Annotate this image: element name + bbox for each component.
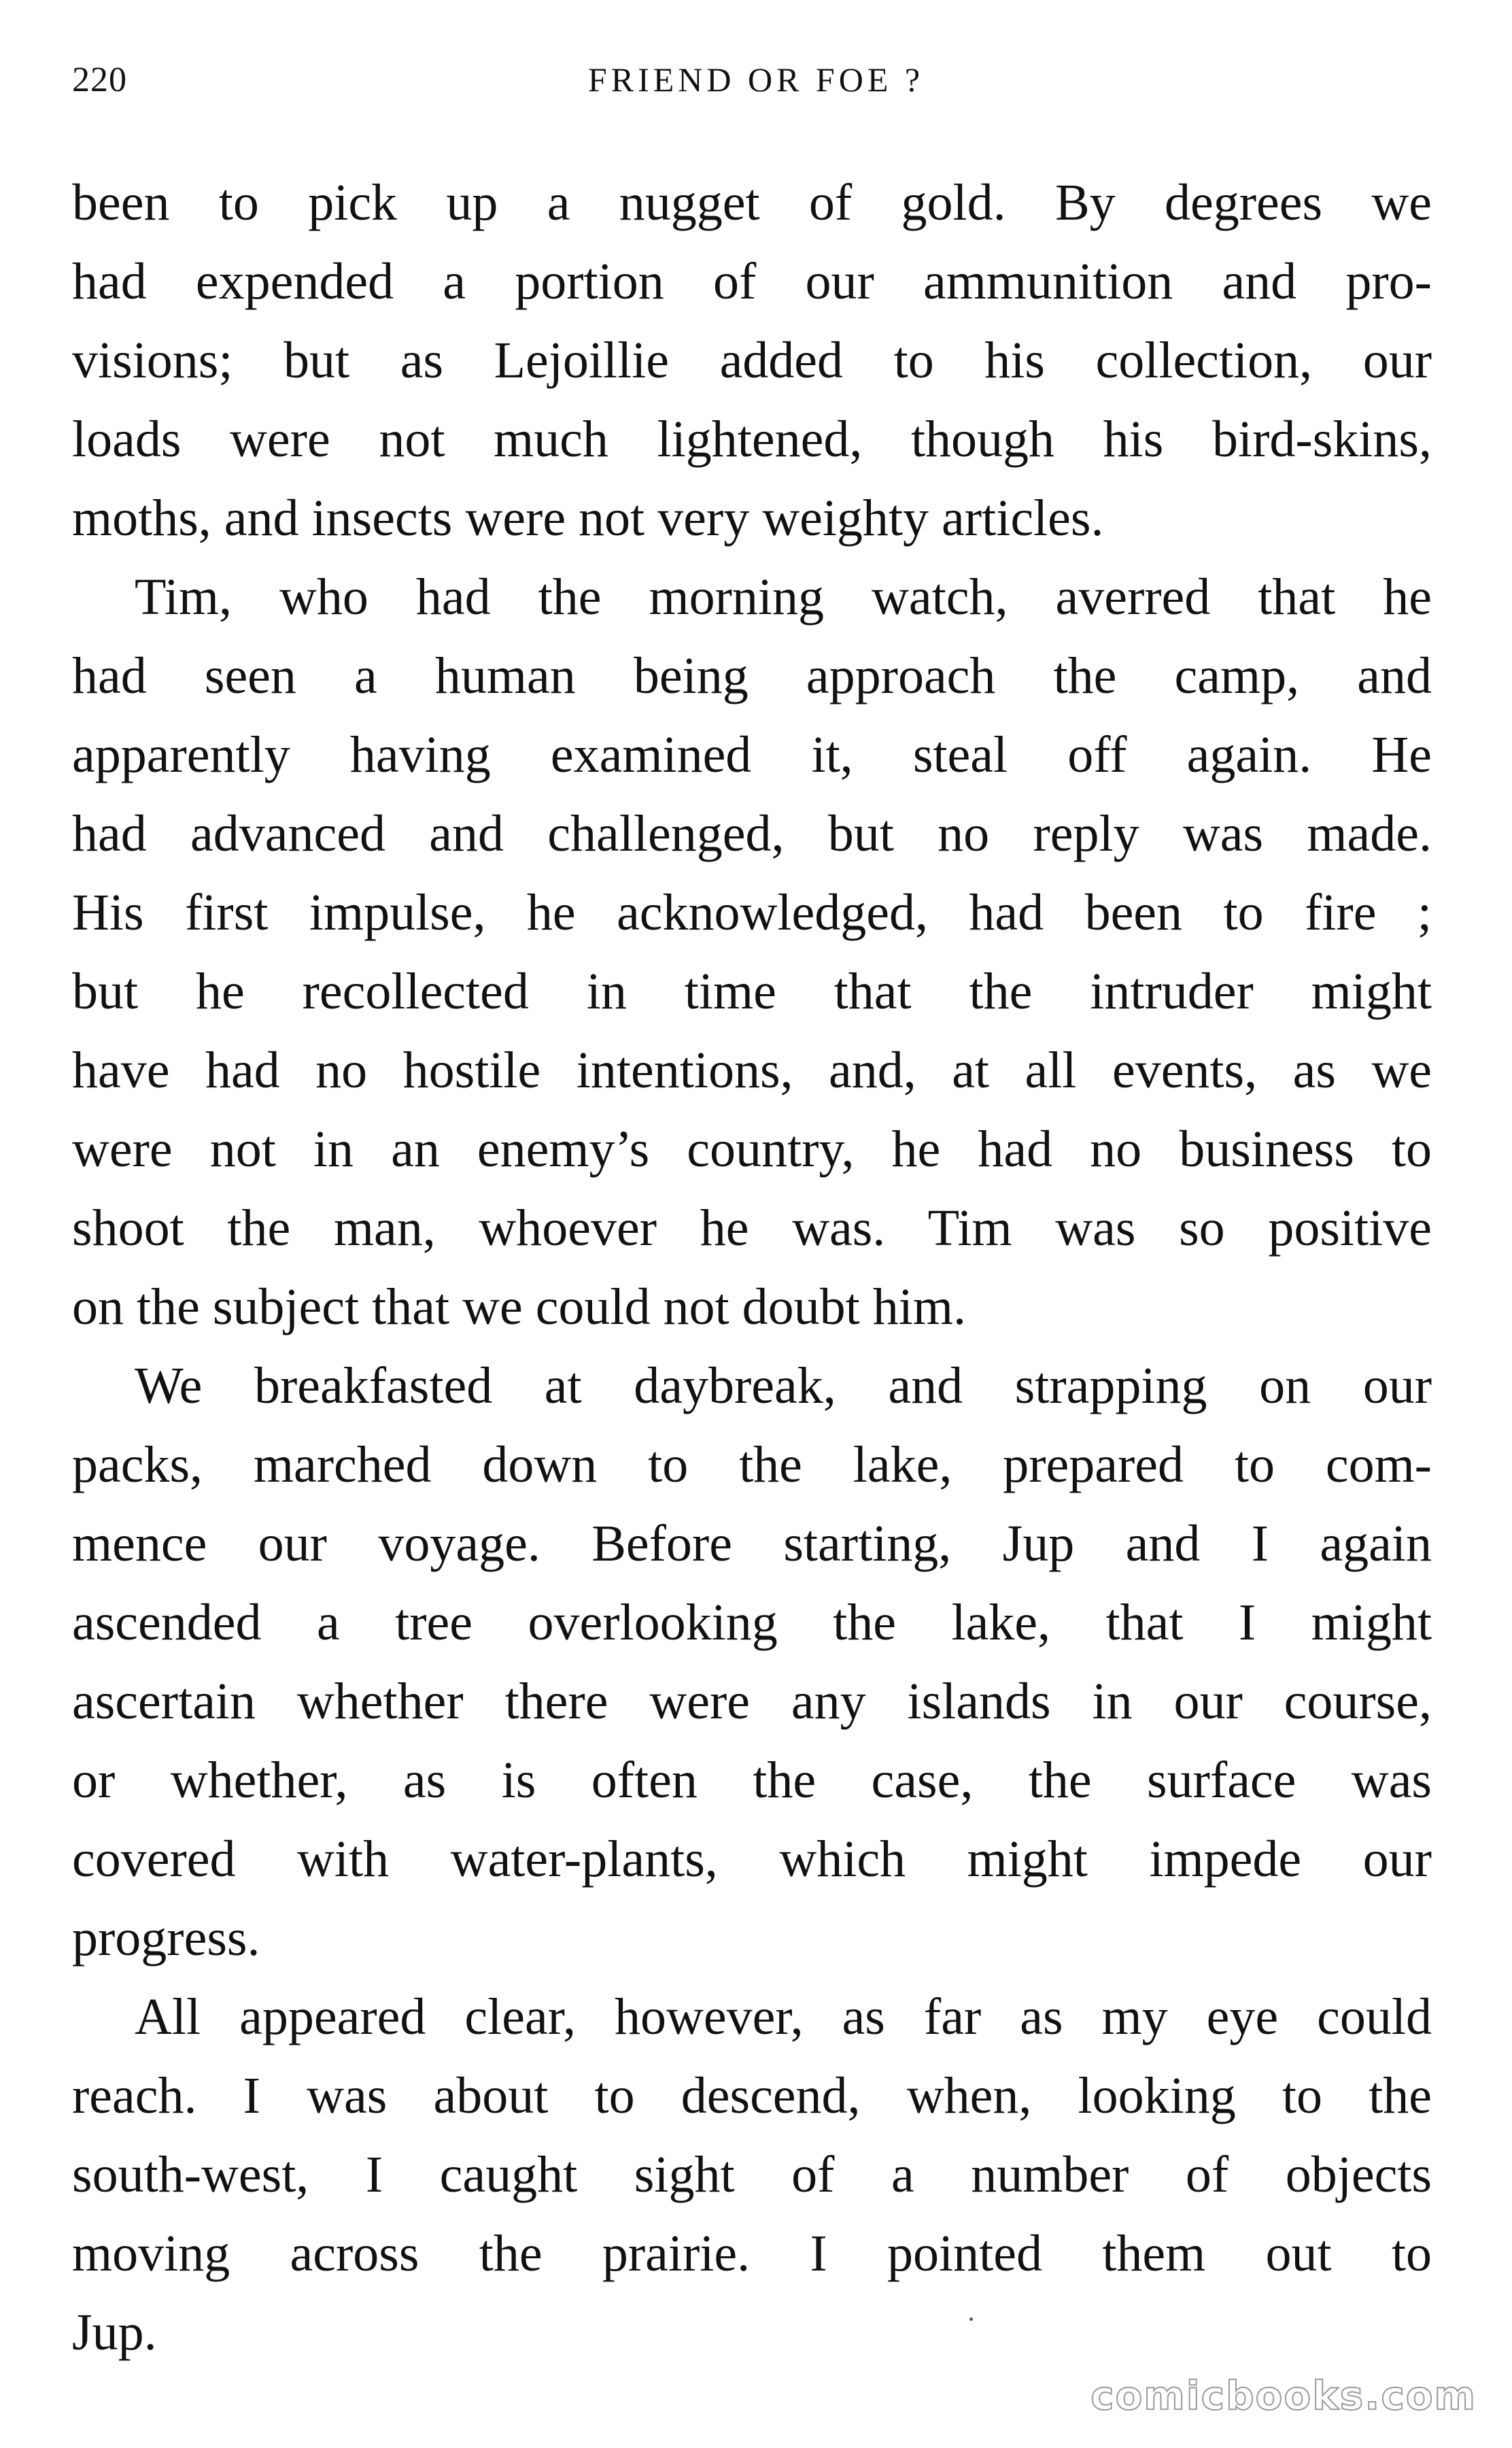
watermark: comicbooks.com [1090,2373,1477,2419]
text-line: All appeared clear, however, as far as my eye could [135,1988,1432,2045]
text-line: have had no hostile intentions, and, at all events, as we [72,1042,1432,1099]
text-line: ascertain whether there were any islands in our course, [72,1673,1432,1730]
text-line: progress. [72,1909,260,1967]
text-line: reach. I was about to descend, when, looking to the [72,2067,1432,2124]
text-line: His first impulse, he acknowledged, had been to fire ; [72,884,1432,941]
text-line: visions; but as Lejoillie added to his collection, our [72,332,1432,389]
text-line: Tim, who had the morning watch, averred that he [135,568,1432,626]
text-line: loads were not much lightened, though his bird-skins, [72,411,1432,468]
text-line: covered with water-plants, which might impede our [72,1831,1432,1888]
paragraph [72,1977,1432,2372]
ink-speck [969,2317,973,2321]
running-title: FRIEND OR FOE ? [587,61,925,99]
text-line: had seen a human being approach the camp, and [72,647,1432,704]
text-line: on the subject that we could not doubt him. [72,1278,967,1336]
text-line: south-west, I caught sight of a number of objects [72,2146,1432,2203]
paragraph [72,163,1432,558]
text-line: shoot the man, whoever he was. Tim was so positive [72,1200,1432,1257]
text-line: We breakfasted at daybreak, and strapping on our [135,1357,1432,1414]
page-number: 220 [72,61,127,99]
text-line: ascended a tree overlooking the lake, that I might [72,1594,1432,1651]
text-line: mence our voyage. Before starting, Jup and I again [72,1515,1432,1572]
paragraph [72,558,1432,1346]
text-line: or whether, as is often the case, the surface was [72,1752,1432,1809]
text-line: been to pick up a nugget of gold. By degrees we [72,174,1432,231]
text-line: had expended a portion of our ammunition and pro- [72,253,1432,310]
paragraph [72,1346,1432,1977]
text-line: packs, marched down to the lake, prepared to com- [72,1436,1432,1493]
text-line: had advanced and challenged, but no reply was made. [72,805,1432,862]
text-line: moths, and insects were not very weighty articles. [72,490,1104,547]
body-text [72,163,1432,2372]
text-line: moving across the prairie. I pointed them out to [72,2225,1432,2282]
text-line: Jup. [72,2304,157,2361]
text-line: but he recollected in time that the intruder might [72,963,1432,1020]
text-line: were not in an enemy’s country, he had no business to [72,1121,1432,1178]
text-line: apparently having examined it, steal off again. He [72,726,1432,783]
